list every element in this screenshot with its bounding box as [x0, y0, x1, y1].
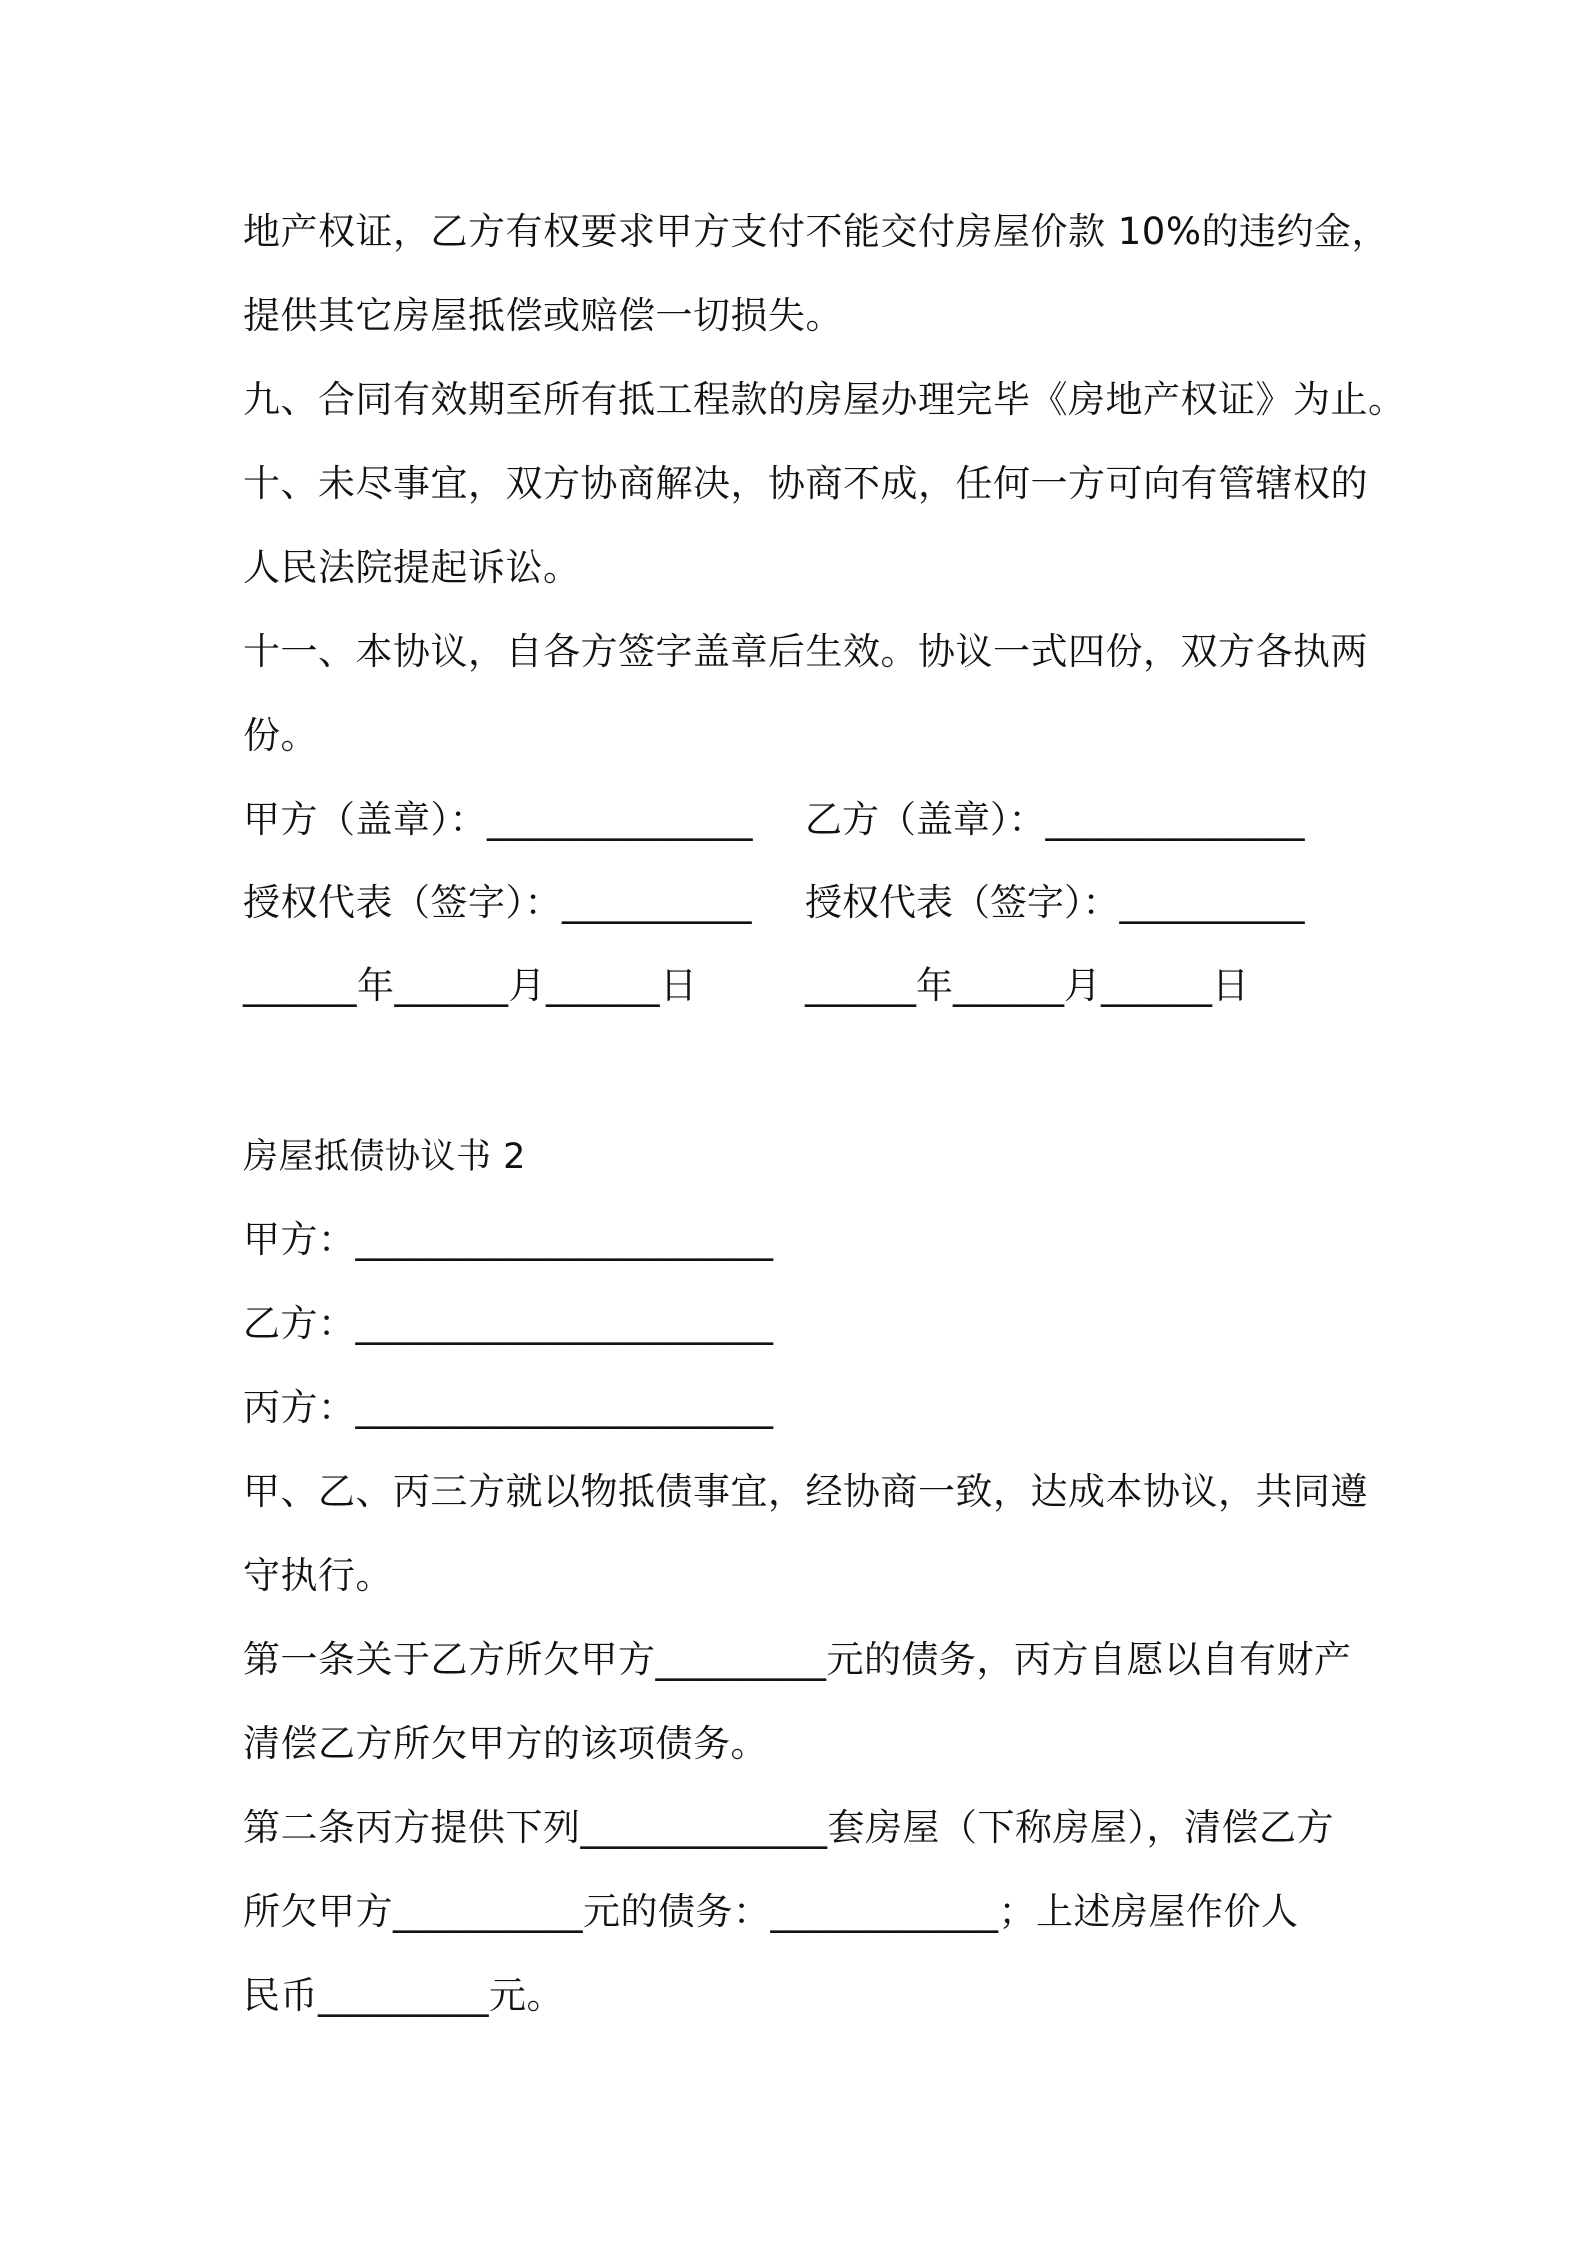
- party-b-rep-field: 授权代表（签字）：__________: [805, 881, 1305, 924]
- party-a-rep-field: 授权代表（签字）：__________: [243, 881, 752, 924]
- text-line: 份。: [243, 714, 318, 757]
- text-line: 守执行。: [243, 1554, 393, 1597]
- clause-11: 十一、本协议，自各方签字盖章后生效。协议一式四份，双方各执两: [243, 630, 1368, 673]
- text-line: 地产权证，乙方有权要求甲方支付不能交付房屋价款 10%的违约金，: [243, 210, 1389, 253]
- text-line: 清偿乙方所欠甲方的该项债务。: [243, 1722, 768, 1765]
- text-line: 民币_________元。: [243, 1974, 564, 2017]
- party-b-seal-field: 乙方（盖章）：______________: [805, 798, 1305, 841]
- clause-9: 九、合同有效期至所有抵工程款的房屋办理完毕《房地产权证》为止。: [243, 378, 1406, 421]
- preamble: 甲、乙、丙三方就以物抵债事宜，经协商一致，达成本协议，共同遵: [243, 1470, 1368, 1513]
- text-line: 所欠甲方__________元的债务：____________；上述房屋作价人: [243, 1890, 1299, 1933]
- article-1: 第一条关于乙方所欠甲方_________元的债务，丙方自愿以自有财产: [243, 1638, 1352, 1681]
- text-line: 提供其它房屋抵偿或赔偿一切损失。: [243, 294, 843, 337]
- party-b-field: 乙方：______________________: [243, 1302, 774, 1345]
- party-b-date-field: ______年______月______日: [805, 964, 1249, 1007]
- party-a-date-field: ______年______月______日: [243, 964, 698, 1007]
- party-c-field: 丙方：______________________: [243, 1386, 774, 1429]
- article-2: 第二条丙方提供下列_____________套房屋（下称房屋），清偿乙方: [243, 1806, 1334, 1849]
- clause-10: 十、未尽事宜，双方协商解决，协商不成，任何一方可向有管辖权的: [243, 462, 1368, 505]
- section-title: 房屋抵债协议书 2: [243, 1137, 526, 1177]
- party-a-seal-field: 甲方（盖章）：______________: [243, 798, 753, 841]
- text-line: 人民法院提起诉讼。: [243, 546, 581, 589]
- party-a-field: 甲方：______________________: [243, 1218, 774, 1261]
